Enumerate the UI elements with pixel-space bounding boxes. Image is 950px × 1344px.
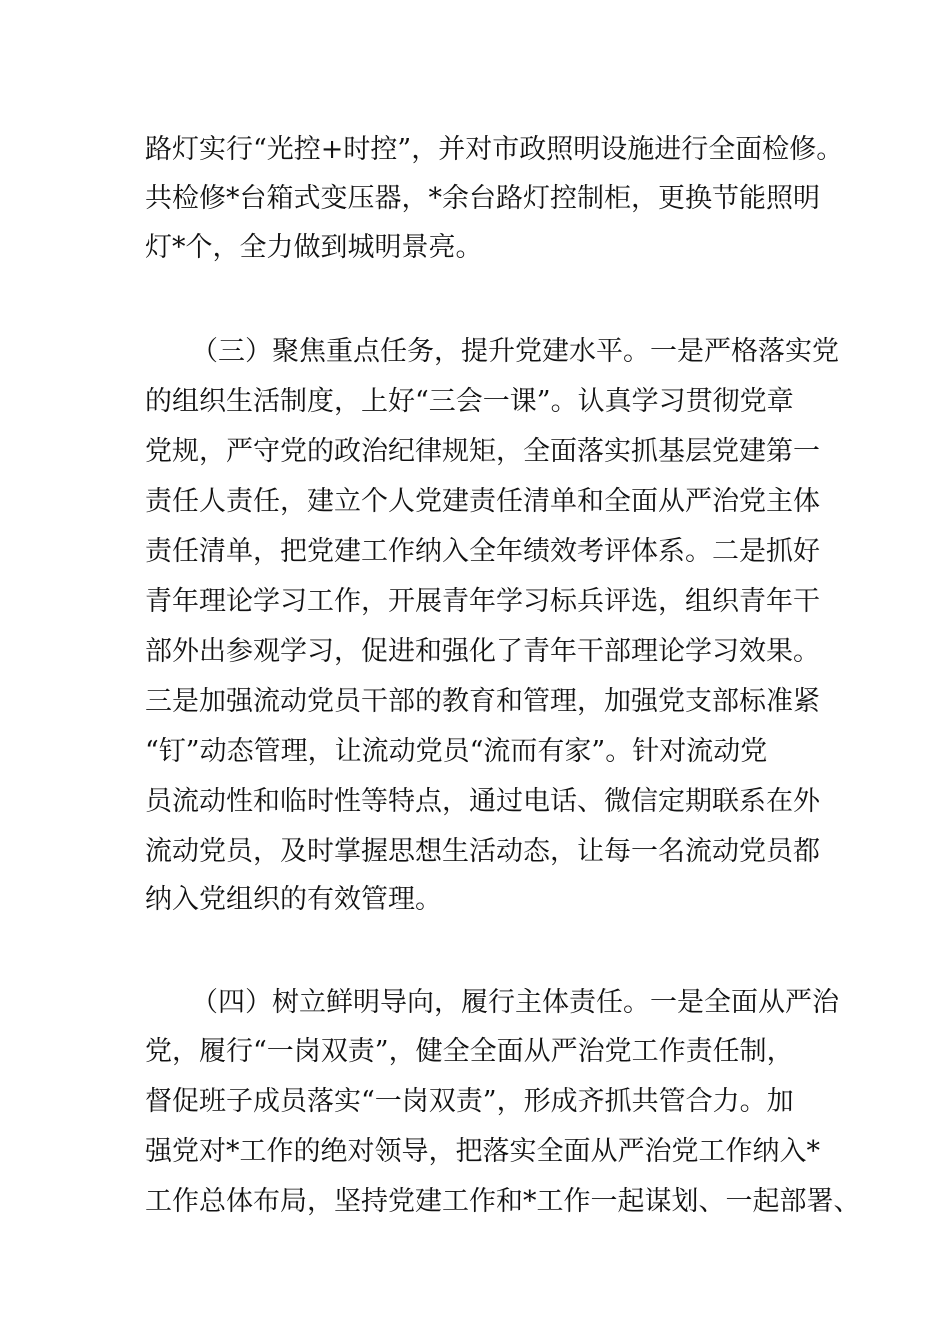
text-line: 责任人责任，建立个人党建责任清单和全面从严治党主体: [145, 486, 820, 517]
text-line: 党，履行“一岗双责”，健全全面从严治党工作责任制，: [145, 1036, 794, 1067]
section-heading-line: （三）聚焦重点任务，提升党建水平。一是严格落实党: [191, 336, 839, 367]
text-line: 青年理论学习工作，开展青年学习标兵评选，组织青年干: [145, 586, 820, 617]
text-line: 督促班子成员落实“一岗双责”，形成齐抓共管合力。加: [145, 1086, 794, 1117]
text-line: “钉”动态管理，让流动党员“流而有家”。针对流动党: [145, 736, 768, 767]
text-line: 灯*个，全力做到城明景亮。: [145, 232, 483, 263]
text-line: 责任清单，把党建工作纳入全年绩效考评体系。二是抓好: [145, 536, 820, 567]
text-line: 纳入党组织的有效管理。: [145, 884, 442, 915]
section-heading-line: （四）树立鲜明导向，履行主体责任。一是全面从严治: [191, 987, 839, 1018]
text-line: 流动党员，及时掌握思想生活动态，让每一名流动党员都: [145, 836, 820, 867]
text-line: 党规，严守党的政治纪律规矩，全面落实抓基层党建第一: [145, 436, 820, 467]
text-line: 强党对*工作的绝对领导，把落实全面从严治党工作纳入*: [145, 1136, 820, 1167]
text-line: 部外出参观学习，促进和强化了青年干部理论学习效果。: [145, 636, 820, 667]
text-line: 员流动性和临时性等特点，通过电话、微信定期联系在外: [145, 786, 820, 817]
text-line: 共检修*台箱式变压器，*余台路灯控制柜，更换节能照明: [145, 183, 820, 214]
text-line: 的组织生活制度，上好“三会一课”。认真学习贯彻党章: [145, 386, 794, 417]
text-line: 工作总体布局，坚持党建工作和*工作一起谋划、一起部署、: [145, 1186, 861, 1217]
text-line: 路灯实行“光控+时控”，并对市政照明设施进行全面检修。: [145, 134, 844, 165]
text-line: 三是加强流动党员干部的教育和管理，加强党支部标准紧: [145, 686, 820, 717]
